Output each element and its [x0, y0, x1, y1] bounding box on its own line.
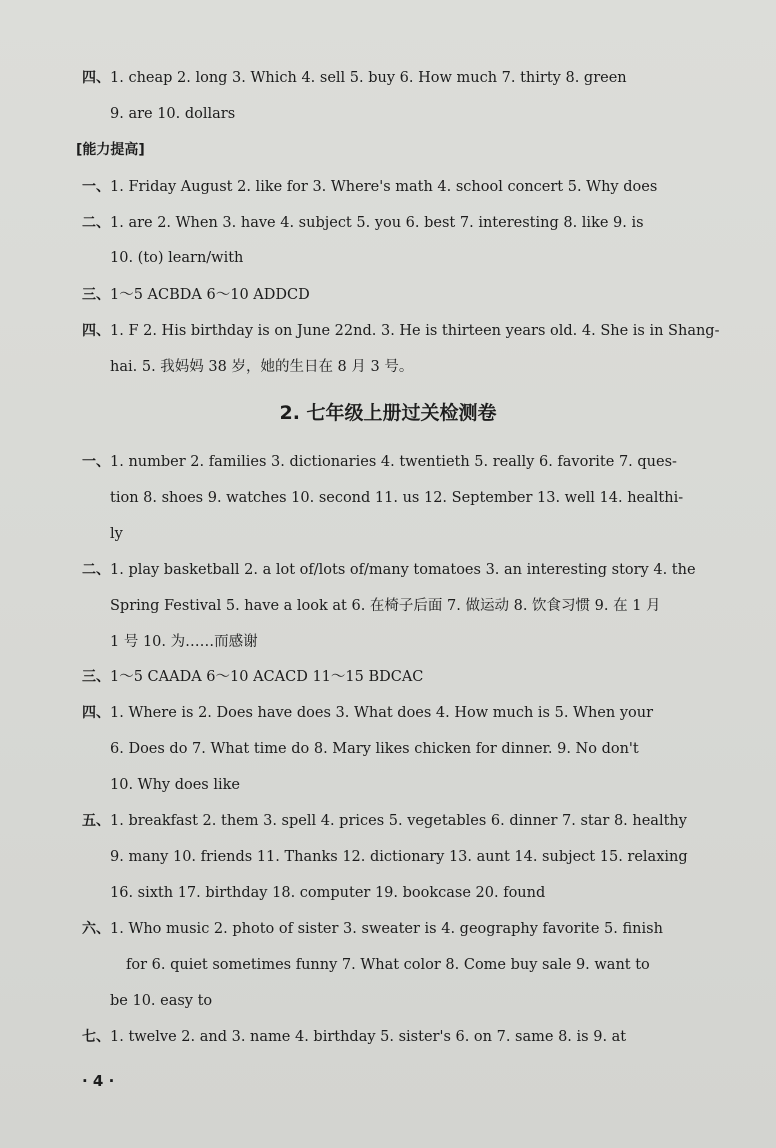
answer-line	[82, 285, 742, 305]
answer-text: 1. twelve 2. and 3. name 4. birthday 5. sister's 6. on 7. same 8. is 9. at	[110, 1029, 627, 1045]
page-title: 2. 七年级上册过关检测卷	[279, 402, 497, 424]
answer-line	[110, 883, 742, 903]
answer-text: 1. F 2. His birthday is on June 22nd. 3. He is thirteen years old. 4. She is in Shang-	[110, 323, 720, 339]
answer-text: 1. breakfast 2. them 3. spell 4. prices 5. vegetables 6. dinner 7. star 8. healthy	[110, 813, 687, 829]
answer-text: 10. Why does like	[110, 777, 240, 793]
section-marker: 六、	[82, 921, 110, 937]
answer-line	[110, 847, 742, 867]
answer-line	[126, 955, 742, 975]
answer-text: 1. cheap 2. long 3. Which 4. sell 5. buy 6. How much 7. thirty 8. green	[110, 70, 627, 86]
answer-line	[110, 739, 742, 759]
answer-line	[110, 596, 742, 616]
answer-text: 1～5 ACBDA 6～10 ADDCD	[110, 287, 310, 303]
answer-line	[82, 68, 742, 88]
answer-line	[82, 321, 742, 341]
answer-text: 10. (to) learn/with	[110, 250, 244, 266]
answer-line	[82, 919, 742, 939]
answer-line	[110, 357, 742, 377]
section-marker: 一、	[82, 179, 110, 195]
answer-line	[110, 775, 742, 795]
page-number: · 4 ·	[82, 1072, 115, 1090]
answer-text: 1. number 2. families 3. dictionaries 4. twentieth 5. really 6. favorite 7. ques-	[110, 454, 677, 470]
answer-text: for 6. quiet sometimes funny 7. What color 8. Come buy sale 9. want to	[126, 957, 650, 973]
answer-line	[82, 1027, 742, 1047]
answer-line	[82, 703, 742, 723]
answer-text: ly	[110, 526, 123, 542]
section-marker: 四、	[82, 705, 110, 721]
section-marker: 三、	[82, 669, 110, 685]
section-marker: 四、	[82, 70, 110, 86]
answer-text: 1. are 2. When 3. have 4. subject 5. you 6. best 7. interesting 8. like 9. is	[110, 215, 644, 231]
answer-text: 16. sixth 17. birthday 18. computer 19. bookcase 20. found	[110, 885, 546, 901]
answer-text: 1. Where is 2. Does have does 3. What does 4. How much is 5. When your	[110, 705, 654, 721]
answer-line	[82, 177, 742, 197]
answer-line	[82, 213, 742, 233]
answer-line	[110, 104, 742, 124]
section-marker: 五、	[82, 813, 110, 829]
section-marker: 三、	[82, 287, 110, 303]
section-marker: 七、	[82, 1029, 110, 1045]
section-heading: [能力提高]	[76, 142, 145, 158]
section-marker: 一、	[82, 454, 110, 470]
answer-line	[110, 991, 742, 1011]
answer-text: 1. Friday August 2. like for 3. Where's math 4. school concert 5. Why does	[110, 179, 658, 195]
answer-text: 6. Does do 7. What time do 8. Mary likes chicken for dinner. 9. No don't	[110, 741, 639, 757]
answer-line	[110, 488, 742, 508]
answer-text: 1 号 10. 为……而感谢	[110, 634, 258, 650]
answer-text: 1. play basketball 2. a lot of/lots of/many tomatoes 3. an interesting story 4. the	[110, 562, 696, 578]
answer-line	[110, 248, 742, 268]
answer-text: 9. many 10. friends 11. Thanks 12. dictionary 13. aunt 14. subject 15. relaxing	[110, 849, 688, 865]
answer-line	[82, 560, 742, 580]
answer-text: Spring Festival 5. have a look at 6. 在椅子后面 7. 做运动 8. 饮食习惯 9. 在 1 月	[110, 598, 661, 614]
answer-line	[110, 632, 742, 652]
answer-text: hai. 5. 我妈妈 38 岁，她的生日在 8 月 3 号。	[110, 359, 414, 375]
answer-text: 1. Who music 2. photo of sister 3. sweater is 4. geography favorite 5. finish	[110, 921, 663, 937]
section-marker: 二、	[82, 562, 110, 578]
answer-line	[82, 452, 742, 472]
answer-text: tion 8. shoes 9. watches 10. second 11. us 12. September 13. well 14. healthi-	[110, 490, 684, 506]
section-marker: 四、	[82, 323, 110, 339]
answer-text: 1～5 CAADA 6～10 ACACD 11～15 BDCAC	[110, 669, 424, 685]
section-marker: 二、	[82, 215, 110, 231]
answer-text: be 10. easy to	[110, 993, 213, 1009]
answer-line	[82, 811, 742, 831]
answer-line	[82, 667, 742, 687]
answer-text: 9. are 10. dollars	[110, 106, 236, 122]
answer-line	[110, 524, 742, 544]
